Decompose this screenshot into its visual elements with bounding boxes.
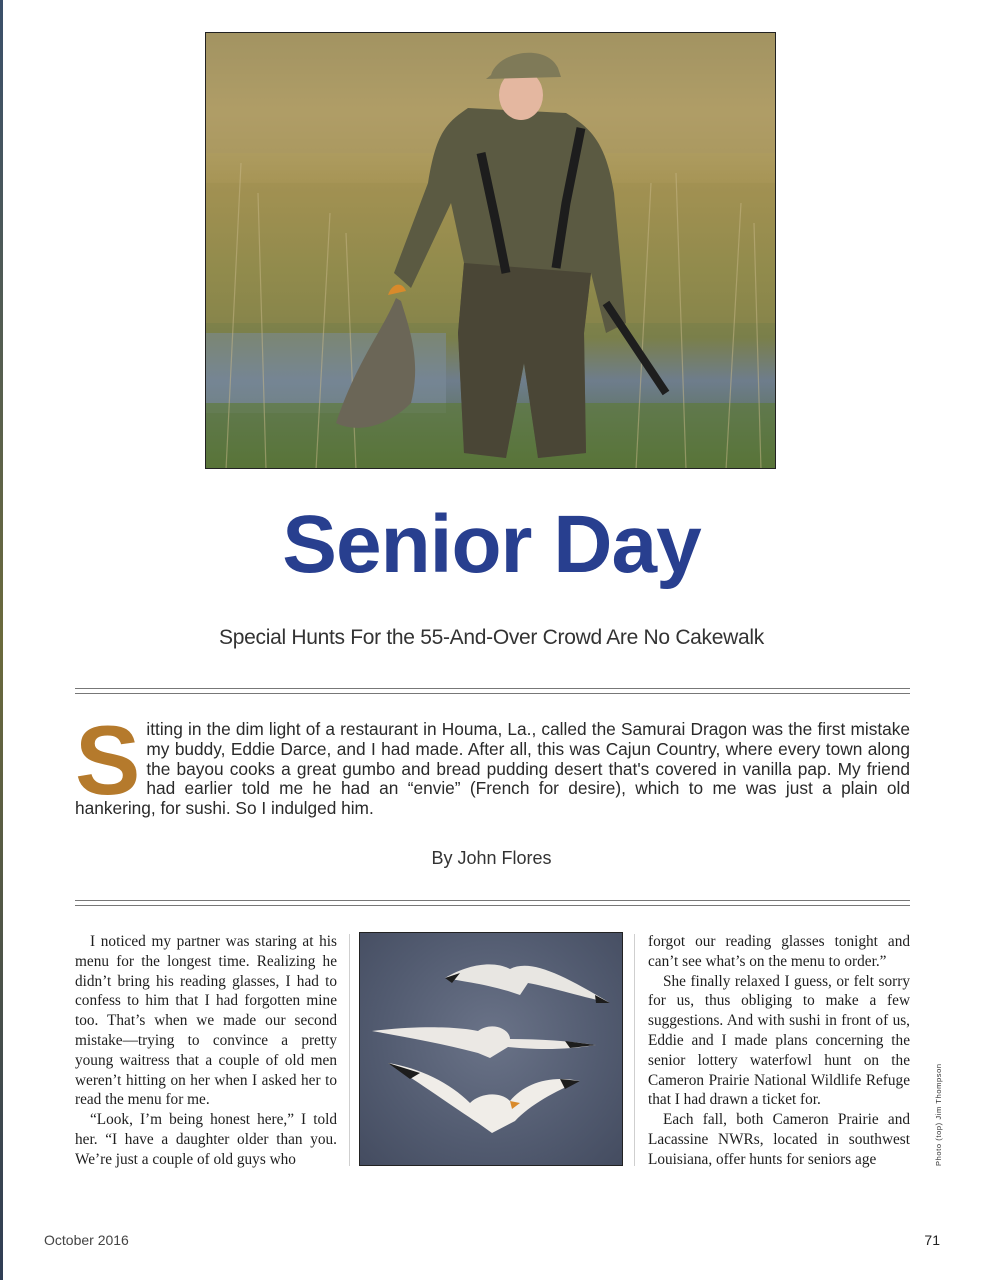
body-column-2 [648,932,910,1170]
footer-issue-date: October 2016 [44,1232,129,1248]
hero-photo [205,32,776,469]
article-lede [75,705,910,819]
snow-geese-photo [359,932,623,1166]
body-paragraph: I noticed my partner was staring at his menu for the longest time. Realizing he didn’t bring his reading glasses, I had to confess to him that I had forgotten mine too. That’s when we made our second mistake—trying to convince a pretty young waitress that a couple of old men weren’t hitting on her when I asked her to read the menu for me. [75,933,337,1109]
article-subtitle: Special Hunts For the 55-And-Over Crowd Are No Cakewalk [219,626,764,649]
photo-credit: Photo (top) Jim Thompson [934,1063,943,1166]
column-divider [634,934,635,1166]
body-paragraph: “Look, I’m being honest here,” I told her. “I have a daughter older than you. We’re just a couple of old guys who [75,1111,337,1168]
body-paragraph: Each fall, both Cameron Prairie and Lacassine NWRs, located in southwest Louisiana, offer hunts for seniors age [648,1111,910,1168]
page-number: 71 [924,1232,940,1248]
body-paragraph: She finally relaxed I guess, or felt sorry for us, thus obliging to make a few suggestions. And with sushi in front of us, Eddie and I made plans concerning the senior lottery waterfowl hunt on the Cameron Prairie National Wildlife Refuge that I had drawn a ticket for. [648,972,910,1109]
body-column-1 [75,932,337,1170]
divider-rule-bottom [75,900,910,906]
byline: By John Flores [431,848,552,868]
drop-cap: S [75,705,141,815]
divider-rule-top [75,688,910,694]
column-divider [349,934,350,1166]
article-title: Senior Day [282,499,701,590]
lede-text: itting in the dim light of a restaurant in Houma, La., called the Samurai Dragon was the first mistake my buddy, Eddie Darce, and I had made. After all, this was Cajun Country, where every town along the bayou cooks a great gumbo and bread pudding desert that's covered in vanilla pap. My friend had earlier told me he had an “envie” (French for desire), which to me was just a plain old hankering, for sushi. So I indulged him. [75,719,910,819]
body-paragraph: forgot our reading glasses tonight and can’t see what’s on the menu to order.” [648,933,910,970]
